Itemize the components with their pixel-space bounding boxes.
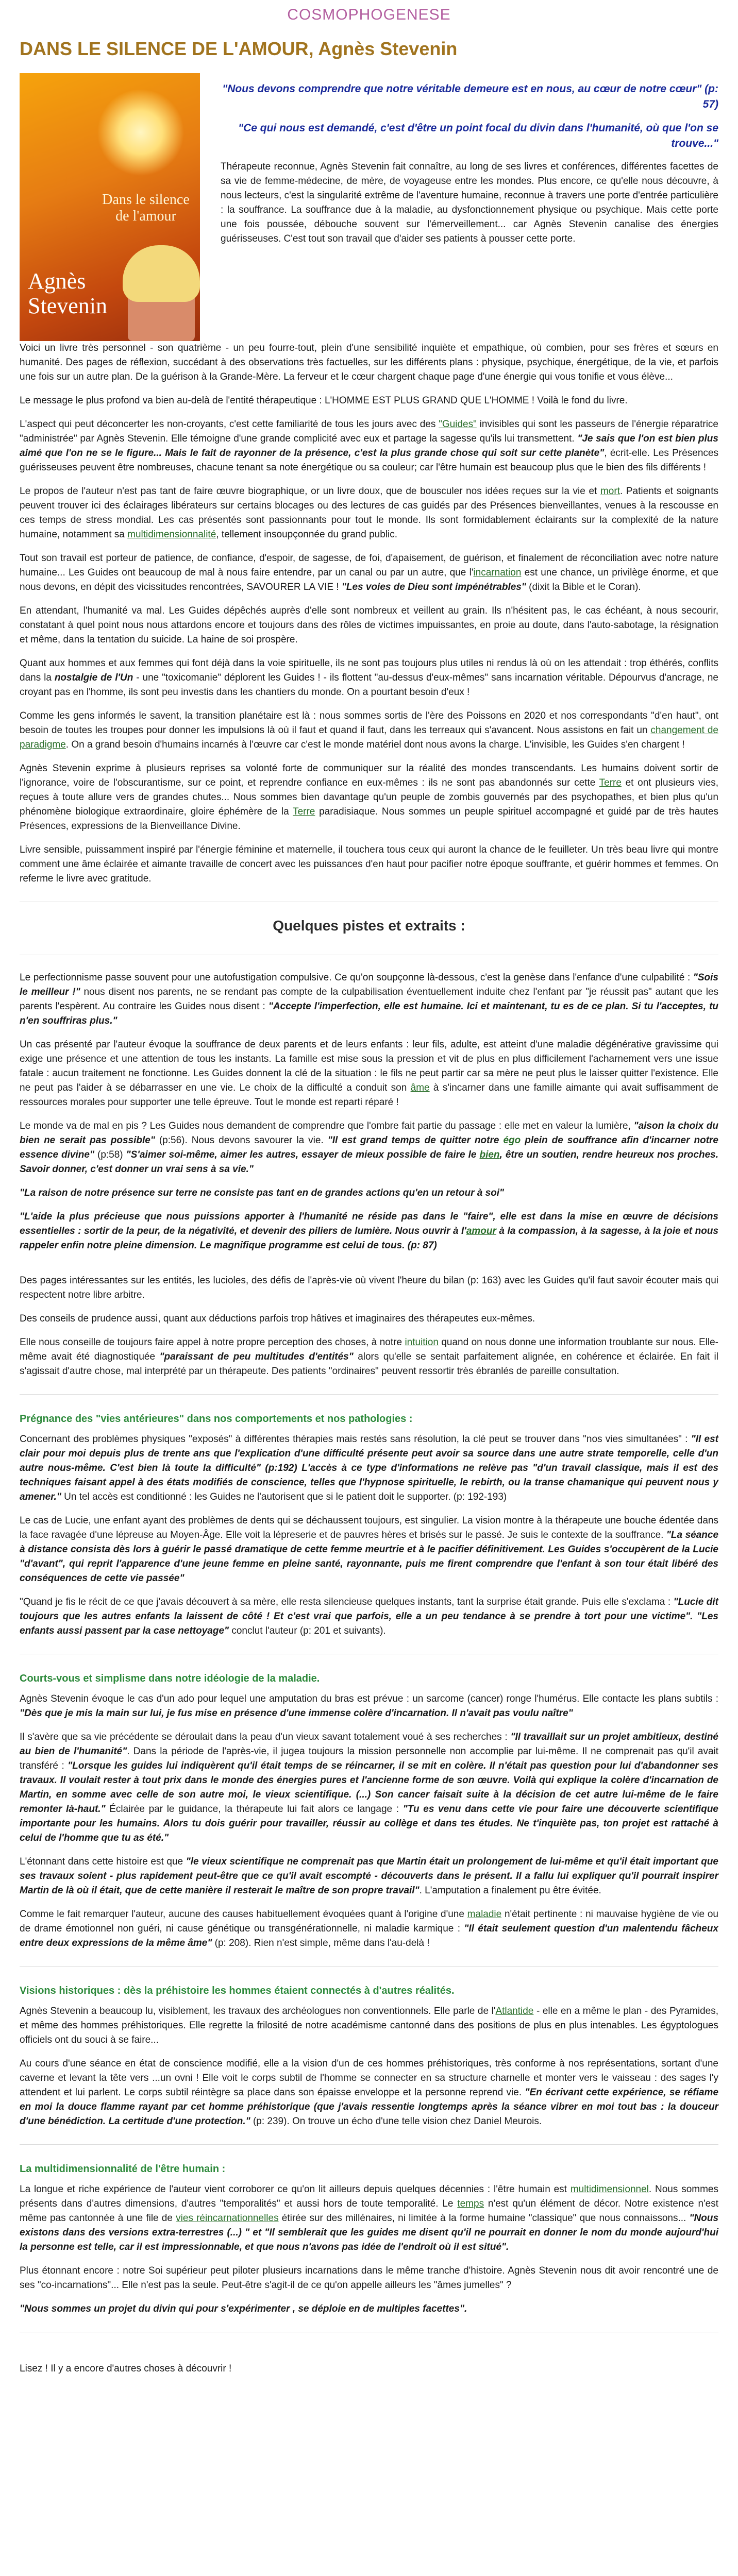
section-heading-history: Visions historiques : dès la préhistoire les hommes étaient connectés à d'autres réalités. (20, 1985, 455, 1996)
text: n'est qu'un élément de décor. Notre existence n'est même pas cantonnée à une file de (20, 2198, 718, 2224)
divider (20, 2144, 718, 2145)
terre-link-2[interactable]: Terre (293, 806, 315, 817)
text: nous disent nos parents, ne se rendant pas compte de la culpabilisation éventuellement induite chez l'enfant par "je réussit pas" autant que les parents l'espèrent. Au contraire les Guides nous disent : (20, 987, 718, 1012)
text: . On a grand besoin d'humains incarnés à l'œuvre car c'est le monde matériel dont nous avons la charge. L'invisible, les Guides s'en chargent ! (65, 739, 685, 750)
text: Comme le fait remarquer l'auteur, aucune des causes habituellement évoquées quant à l'origine d'une (20, 1909, 467, 1920)
text: Au cours d'une séance en état de conscience modifié, elle a la vision d'un de ces hommes préhistoriques, très conforme à nos représentations, sortant d'une caverne et levant la tête vers ...un ovni ! Elle voit le corps subtil de l'homme se connecter en sa structure charnelle et monter vers le vaisseau : des sages l'y attendent et lui parlent. Le corps subtil réintègre sa place dans son épaisse enveloppe et la personne reprend vie. (20, 2058, 718, 2098)
closing-text: Lisez ! Il y a encore d'autres choses à découvrir ! (20, 2363, 232, 2374)
emphasis: , être un soutien, rendre heureux nos proches. Savoir donner, c'est donner un vrai sens à sa vie." (20, 1149, 718, 1175)
intro-box (20, 73, 718, 341)
cover-halo (97, 89, 184, 176)
intro-paragraph-8 (20, 656, 718, 700)
multidimensionnel-link[interactable]: multidimensionnel (570, 2184, 649, 2195)
maladie-link[interactable]: maladie (467, 1909, 502, 1920)
text: Éclairée par le guidance, la thérapeute lui fait alors ce langage : (105, 1804, 403, 1815)
emphasis: "Tu es venu dans cette vie pour faire une découverte scientifique importante pour les humains. Alors tu dois guérir pour travailler, réussir au collège et dans tes études. Ne t'inquiète pas, ton projet est rattaché à celui de l'homme que tu as été." (20, 1804, 718, 1843)
emphasis: "En écrivant cette expérience, se réfiame en moi la douce flamme rayant par cet homme préhistorique (que j'avais ressentie longtemps après la séance vibrer en moi tout bas : la douceur d'une bénédiction. La certitude d'une protection." (20, 2087, 719, 2127)
emphasis: "Lorsque les guides lui indiquèrent qu'il était temps de se réincarner, il se mit en colère. Il n'était pas question pour lui d'abandonner ses travaux. Il voulait rester à tout prix dans le monde des énergies pures et l'ancienne forme de son œuvre. Voilà qui explique la colère d'incarnation de Martin, en somme avec celle de son autre moi, le vieux scientifique. (...) Son cancer faisait suite à la décision de cet autre lui-même de le faire remonter là-haut." (20, 1760, 718, 1815)
bien-link[interactable]: bien (479, 1149, 500, 1160)
emphasis: "L'aide la plus précieuse que nous puissions apporter à l'humanité ne réside pas dans le "faire", elle est dans la mise en œuvre de décisions essentielles : sortir de la peur, de la négativité, et devenir des piliers de lumière. Nous ouvrir à l' (20, 1211, 718, 1236)
ego-link[interactable]: égo (503, 1135, 521, 1146)
emphasis: "Je sais que l'on est bien plus aimé que l'on ne se le figure... Mais le fait de rayonner de la présence, c'est la plus grande chose qui soit sur cette planète" (20, 433, 718, 459)
text: Comme les gens informés le savent, la transition planétaire est là : nous sommes sortis de l'ère des Poissons en 2020 et nos correspondants "d'en haut", ont besoin de toutes les troupes pour donner les impulsions là où il faut et quand il faut, dans les terreaux qui s'avancent. Nous assistons en fait un (20, 710, 718, 736)
book-cover-image (20, 73, 200, 341)
text: - une "toxicomanie" déplorent les Guides ! - ils flottent "au-dessus d'eux-mêmes" sans incarnation véritable. Dépourvus d'ancrage, ne croyant pas en l'homme, ils sont peu investis dans les chantiers du monde. On a pourtant besoin d'eux ! (20, 672, 719, 698)
text: "Quand je fis le récit de ce que j'avais découvert à sa mère, elle resta silencieuse quelques instants, tant la surprise était grande. Puis elle s'exclama : (20, 1597, 674, 1607)
text: paradisiaque. Nous sommes un peuple spirituel accompagné et guidé par de très hautes Présences, expressions de la Bienveillance Divine. (20, 806, 718, 832)
emphasis: "Il travaillait sur un projet ambitieux, destiné au bien de l'humanité" (20, 1732, 718, 1757)
paradigme-link[interactable]: changement de paradigme (20, 725, 718, 750)
text: (p: 239). On trouve un écho d'une telle vision chez Daniel Meurois. (250, 2116, 542, 2127)
text: . Dans la période de l'après-vie, il jugea toujours la mission personnelle non accomplie par lui-même. Il ne comprenait pas qu'il avait transféré : (20, 1746, 719, 1771)
intro-paragraph-10 (20, 761, 718, 834)
cover-book-title: Dans le silence de l'amour (102, 192, 190, 224)
text: L'étonnant dans cette histoire est que (20, 1856, 186, 1867)
intro-paragraph-4 (20, 417, 718, 475)
text: (p:56). Nous devons savourer la vie. (155, 1135, 328, 1146)
text: Le cas de Lucie, une enfant ayant des problèmes de dents qui se déchaussent toujours, est singulier. La vision montre à la thérapeute une bouche édentée dans la face ravagée d'une lépreuse au Moyen-Âge. Elle voit la lépreserie et de pauvres hères et brisés sur le passé. Je suis le contexte de la souffrance. (20, 1515, 718, 1540)
guides-link[interactable]: "Guides" (439, 419, 477, 430)
history-paragraph-2 (20, 2057, 718, 2129)
text: Un tel accès est conditionné : les Guides ne l'autorisent que si le patient doit le supporter. (p: 192-193) (61, 1492, 507, 1502)
multi-paragraph-3 (20, 2302, 718, 2316)
excerpt-paragraph-3 (20, 1119, 718, 1177)
text: La longue et riche expérience de l'auteur vient corroborer ce qu'on lit ailleurs depuis quelques décennies : l'être humain est (20, 2184, 571, 2195)
text: (dixit la Bible et le Coran). (526, 582, 641, 592)
emphasis: "Lucie dit toujours que les autres enfants la laissent de côté ! Et c'est vrai que parfois, elle a un peu tendance à se prendre à tort pour une victime". "Les enfants aussi passent par la case nettoyage" (20, 1597, 718, 1636)
terre-link[interactable]: Terre (599, 777, 622, 788)
emphasis: "aison la choix du bien ne serait pas possible" (20, 1121, 718, 1146)
section-heading-past-lives: Prégnance des "vies antérieures" dans nos comportements et nos pathologies : (20, 1413, 413, 1425)
vies-link[interactable]: vies réincarnationnelles (176, 2213, 279, 2224)
divider (20, 1394, 718, 1395)
temps-link[interactable]: temps (457, 2198, 484, 2209)
text: - elle en a même le plan - des Pyramides, et même des hommes préhistoriques. Elle regrette la frilosité de notre académisme cantonné dans des positions de plus en plus intenables. Les égyptologues officiels ont du souci à se faire... (20, 2006, 718, 2045)
intuition-link[interactable]: intuition (405, 1337, 439, 1348)
ame-link[interactable]: âme (410, 1082, 430, 1093)
short-paragraph-1 (20, 1692, 718, 1721)
text: et ont plusieurs vies, reçues à toute allure vers de grandes chutes... Nous sommes bien davantage qu'un peuple de zombis gouvernés par des psychopathes, et bien plus qu'un phénomène biologique extraordinaire, gloire éphémère de la (20, 777, 718, 817)
text: Agnès Stevenin exprime à plusieurs reprises sa volonté forte de communiquer sur la réalité des mondes transcendants. Les humains doivent sortir de l'ignorance, voire de l'obscurantisme, sur ce point, et reprendre confiance en eux-mêmes : ils ne sont pas abandonnés sur cette (20, 763, 718, 788)
text: Elle nous conseille de toujours faire appel à notre propre perception des choses, à notre (20, 1337, 405, 1348)
mort-link[interactable]: mort (600, 486, 620, 497)
section-heading-multidimensionality: La multidimensionnalité de l'être humain : (20, 2163, 226, 2175)
multi-paragraph-2: Plus étonnant encore : notre Soi supérieur peut piloter plusieurs incarnations dans le même tranche d'histoire. Agnès Stevenin nous dit avoir rencontré une de ses "co-incarnations"... Elle n'est pas la seule. Peut-être s'agit-il de ce qu'on appelle ailleurs les "âmes jumelles" ? (20, 2265, 718, 2291)
text: Le perfectionnisme passe souvent pour une autofustigation compulsive. Ce qu'on soupçonne là-dessous, c'est la genèse dans l'enfance d'une culpabilité : (20, 972, 693, 983)
emphasis: "La séance à distance consista dès lors à guérir le passé dramatique de cette femme meurtrie et à le pacifier définitivement. Les Guides s'occupèrent de la Lucie "d'avant", qui reprit l'apparence d'une jeune femme en pleine santé, rayonnante, puis me firent comprendre que l'enfant à son tour était libéré des conséquences de cette vie passée" (20, 1530, 719, 1584)
excerpt-paragraph-4 (20, 1186, 718, 1200)
excerpt-paragraph-2 (20, 1038, 718, 1110)
divider (20, 1966, 718, 1967)
emphasis: "Les voies de Dieu sont impénétrables" (341, 582, 526, 592)
emphasis: "Accepte l'imperfection, elle est humaine. Ici et maintenant, tu es de ce plan. Si tu l'acceptes, tu n'en souffriras plus." (20, 1001, 719, 1026)
cover-portrait (128, 253, 195, 341)
text: Quant aux hommes et aux femmes qui font déjà dans la voie spirituelle, ils ne sont pas toujours plus utiles ni rendus là où on les attendait : trop éthérés, conflits dans la (20, 658, 718, 683)
text: (p:58) (94, 1149, 126, 1160)
text: . L'amputation a finalement pu être évitée. (419, 1885, 601, 1896)
intro-text (221, 73, 718, 341)
text: conclut l'auteur (p: 201 et suivants). (229, 1625, 386, 1636)
emphasis: "le vieux scientifique ne comprenait pas que Martin était un prolongement de lui-même et qu'il était important que ses travaux soient - plus rapidement peut-être que ce qu'il avait escompté - découverts dans le présent. Il a fallu lui expliquer qu'il pourrait inspirer Martin de là où il était, que de cette manière il resterait le maître de son propre travail" (20, 1856, 719, 1896)
text: n'était pertinente : ni mauvaise hygiène de vie ou de drame émotionnel non guéri, ni cause génétique ou transgénérationnelle, ni maladie karmique : (20, 1909, 718, 1934)
site-header (0, 0, 738, 30)
excerpt-paragraph-6: Des pages intéressantes sur les entités, les lucioles, des défis de l'après-vie où vivent l'heure du bilan (p: 163) avec les Guides qu'il faut savoir écouter mais qui respectent notre libre arbitre. (20, 1275, 718, 1300)
intro-paragraph-3: Le message le plus profond va bien au-delà de l'entité thérapeutique : L'HOMME EST PLUS GRAND QUE L'HOMME ! Voilà le fond du livre. (20, 395, 628, 406)
emphasis: plein de souffrance afin d'incarner notre essence divine" (20, 1135, 719, 1160)
text: Un cas présenté par l'auteur évoque la souffrance de deux parents et de leurs enfants : leur fils, adulte, est atteint d'une maladie dégénérative gravissime qui exige une présence et une attention de tous les instants. La famille est mise sous la pression et vit de plus en plus difficilement l'acharnement vers une issue fatale : aucun traitement ne fonctionne. Les Guides donnent la clé de la situation : le fils ne peut partir car sa mère ne peut plus le laisser quitter l'existence. Elle ne peut pas l'aider à se débarrasser en une vie. Le choix de la difficulté a conduit son (20, 1039, 718, 1093)
text: (p: 208). Rien n'est simple, même dans l'au-delà ! (212, 1938, 430, 1948)
excerpt-paragraph-5 (20, 1210, 718, 1253)
short-paragraph-4 (20, 1907, 718, 1951)
text: Tout son travail est porteur de patience, de confiance, d'espoir, de sagesse, de foi, d'apaisement, de guérison, et finalement de réconciliation avec notre nature humaine... Les Guides ont beaucoup de mal à nous faire entendre, par un canal ou par un autre, que l' (20, 553, 718, 578)
intro-paragraph-9 (20, 709, 718, 752)
excerpt-paragraph-7: Des conseils de prudence aussi, quant aux déductions parfois trop hâtives et imaginaires des thérapeutes eux-mêmes. (20, 1313, 535, 1324)
text: Agnès Stevenin évoque le cas d'un ado pour lequel une amputation du bras est prévue : un sarcome (cancer) ronge l'humérus. Elle contacte les plans subtils : (20, 1693, 718, 1704)
intro-paragraph-6 (20, 551, 718, 595)
emphasis: "Nous existons dans des versions extra-terrestres (...) " et "Il semblerait que les guides me disent qu'il ne pourrait en donner le nom du monde aujourd'hui la personne est telle, car il est impressionnable, et que nous n'avons pas idée de l'endroit où il est situé". (20, 2213, 719, 2252)
text: invisibles qui sont les passeurs de l'énergie réparatrice "administrée" par Agnès Stevenin. Elle témoigne d'une grande complicité avec eux et partage la sagesse qu'ils lui transmettent. (20, 419, 718, 444)
intro-paragraph-11: Livre sensible, puissamment inspiré par l'énergie féminine et maternelle, il touchera tous ceux qui auront la chance de le feuilleter. Un très beau livre qui montre comment une âme éclairée et aimante travaille de concert avec les puissances d'en haut pour pacifier notre époque souffrante, et guérir hommes et femmes. On referme le livre avec gratitude. (20, 844, 718, 884)
emphasis: nostalgie de l'Un (54, 672, 133, 683)
emphasis: "Nous sommes un projet du divin qui pour s'expérimenter , se déploie en de multiples facettes". (20, 2303, 467, 2314)
past-paragraph-1 (20, 1432, 718, 1504)
emphasis: à la compassion, à la sagesse, à la joie et nous rappeler enfin notre pleine dimension. Le magnifique programme est celui de tous. (p: 87) (20, 1226, 718, 1251)
short-paragraph-2 (20, 1730, 718, 1845)
intro-paragraph-7: En attendant, l'humanité va mal. Les Guides dépêchés auprès d'elle sont nombreux et veillent au grain. Ils n'hésitent pas, le cas échéant, à nous secourir, constatant à quel point nous nous attardons encore et toujours dans des rôles de victimes impuissantes, en proie au doute, dans l'auto-sabotage, la résignation et même, dans la tentation du suicide. La haine de soi prospère. (20, 605, 718, 645)
atlantide-link[interactable]: Atlantide (495, 2006, 534, 2016)
excerpts-heading: Quelques pistes et extraits : (273, 918, 465, 934)
text: L'aspect qui peut déconcerter les non-croyants, c'est cette familiarité de tous les jours avec des (20, 419, 439, 430)
article (20, 38, 718, 2375)
emphasis: "Il est grand temps de quitter notre (327, 1135, 504, 1146)
intro-quote-1: "Nous devons comprendre que notre véritable demeure est en nous, au cœur de notre cœur" (p: 57) (222, 83, 718, 110)
past-paragraph-3 (20, 1595, 718, 1638)
incarnation-link[interactable]: incarnation (473, 567, 522, 578)
cover-author: Agnès Stevenin (28, 268, 107, 318)
text: Le propos de l'auteur n'est pas tant de faire œuvre biographique, or un livre doux, que de bousculer nos idées reçues sur la vie et (20, 486, 600, 497)
text: Il s'avère que sa vie précédente se déroulait dans la peau d'un vieux savant totalement voué à ses recherches : (20, 1732, 511, 1742)
multi-paragraph-1 (20, 2182, 718, 2255)
intro-paragraph-2: Voici un livre très personnel - son quatrième - un peu fourre-tout, plein d'une sensibilité inquiète et empathique, où combien, pour ses frères et sœurs en humanité. Des pages de réflexion, succédant à des observations très factuelles, sur les différents plans : physique, psychique, énergétique, de la vie, et parfois une fois sur un autre plan. De la guérison à la Grande-Mère. La ferveur et le cœur chargent chaque page d'une énergie qui vous tonifie et vous élève... (20, 343, 718, 382)
amour-link[interactable]: amour (466, 1226, 496, 1236)
text: . Nous sommes présents dans d'autres dimensions, d'autres "temporalités" et aussi hors de toute temporalité. Le (20, 2184, 718, 2209)
site-title[interactable]: COSMOPHOGENESE (287, 6, 451, 23)
page-title: DANS LE SILENCE DE L'AMOUR, Agnès Stevenin (20, 38, 458, 59)
text: Agnès Stevenin a beaucoup lu, visiblement, les travaux des archéologues non conventionnels. Elle parle de l' (20, 2006, 496, 2016)
excerpt-paragraph-8 (20, 1335, 718, 1379)
emphasis: "paraissant de peu multitudes d'entités" (159, 1351, 354, 1362)
text: est une chance, un privilège énorme, et que nous devons, en dépit des vicissitudes rencontrées, SAVOURER LA VIE ! (20, 567, 718, 592)
past-paragraph-2 (20, 1514, 718, 1586)
excerpt-paragraph-1 (20, 971, 718, 1028)
text: à s'incarner dans une famille aimante qui avait suffisamment de ressources morales pour supporter une telle épreuve. Tout le monde est reparti réparé ! (20, 1082, 718, 1108)
text: , tellement insoupçonnée du grand public. (216, 529, 398, 540)
text: alors qu'elle se sentait parfaitement alignée, en cohérence et éclairée. En fait il s'agissait d'autre chose, mal interprété par un thérapeute. Des patients "ordinaires" peuvent ressortir très ébranlés de pareille consultation. (20, 1351, 718, 1377)
intro-paragraph-1: Thérapeute reconnue, Agnès Stevenin fait connaître, au long de ses livres et conférences, différentes facettes de sa vie de femme-médecine, de mère, de voyageuse entre les mondes. Plus encore, ce qu'elle nous découvre, à nous lecteurs, c'est la singularité extrême de l'aventure humaine, reconnue à travers une porte d'entrée particulière : la souffrance. La souffrance due à la maladie, au dysfonctionnement physique ou psychique. Mais cette porte une fois poussée, débouche souvent sur l'émerveillement... car Agnès Stevenin canalise des énergies guérisseuses. C'est tout son travail que d'aider ses patients à pousser cette porte. (221, 161, 718, 244)
history-paragraph-1 (20, 2004, 718, 2047)
emphasis: "Sois le meilleur !" (20, 972, 718, 997)
emphasis: "Il est clair pour moi depuis plus de trente ans que l'explication d'une difficulté présente peut avoir sa source dans une autre strate temporelle, celle d'un autre nous-même. C'est bien là toute la difficulté" (p:192) L'accès à ce type d'informations ne relève pas "d'un travail classique, mais il est des techniques faisant appel à des états modifiés de conscience, telles que l'hypnose spirituelle, le rebirth, ou la transe chamanique qui peuvent nous y amener." (20, 1434, 718, 1502)
emphasis: "Il était seulement question d'un malentendu fâcheux entre deux expressions de la même âme" (20, 1923, 718, 1948)
text: étirée sur des millénaires, ni limitée à la forme humaine "classique" que nous connaissons... (278, 2213, 690, 2224)
emphasis: "S'aimer soi-même, aimer les autres, essayer de mieux possible de faire le (126, 1149, 480, 1160)
text: , écrit-elle. Les Présences guérisseuses peuvent être nombreuses, chacune tenant sa note énergétique ou sa couleur; car l'être humain est beaucoup plus que le bien des fils différents ! (20, 448, 718, 473)
short-paragraph-3 (20, 1855, 718, 1898)
text: Le monde va de mal en pis ? Les Guides nous demandent de comprendre que l'ombre fait partie du passage : elle met en valeur la lumière, (20, 1121, 634, 1131)
emphasis: "Dès que je mis la main sur lui, je fus mise en présence d'une immense colère d'incarnation. Il n'avait pas voulu naître" (20, 1708, 573, 1719)
text: . Patients et soignants peuvent trouver ici des éclairages libérateurs sur certains blocages ou des lectures de cas guidés par des Présences bienveillantes, venues à la rescousse en ces temps de stress mondial. Les cas présentés sont passionnants pour tout le monde. Ils sont formidablement éclairants sur la complexité de la nature humaine, notamment sa (20, 486, 718, 540)
intro-paragraph-5 (20, 484, 718, 542)
intro-quote-2: "Ce qui nous est demandé, c'est d'être un point focal du divin dans l'humanité, où que l'on se trouve..." (238, 122, 718, 149)
multidimensionnalite-link[interactable]: multidimensionnalité (127, 529, 216, 540)
emphasis: "La raison de notre présence sur terre ne consiste pas tant en de grandes actions qu'en un retour à soi" (20, 1188, 505, 1198)
text: quand on nous donne une information troublante sur nous. Elle-même avait été diagnostiquée (20, 1337, 718, 1362)
section-heading-simplism: Courts-vous et simplisme dans notre idéologie de la maladie. (20, 1673, 320, 1684)
text: Concernant des problèmes physiques "exposés" à différentes thérapies mais restés sans résolution, la clé peut se trouver dans "nos vies simultanées" : (20, 1434, 691, 1445)
